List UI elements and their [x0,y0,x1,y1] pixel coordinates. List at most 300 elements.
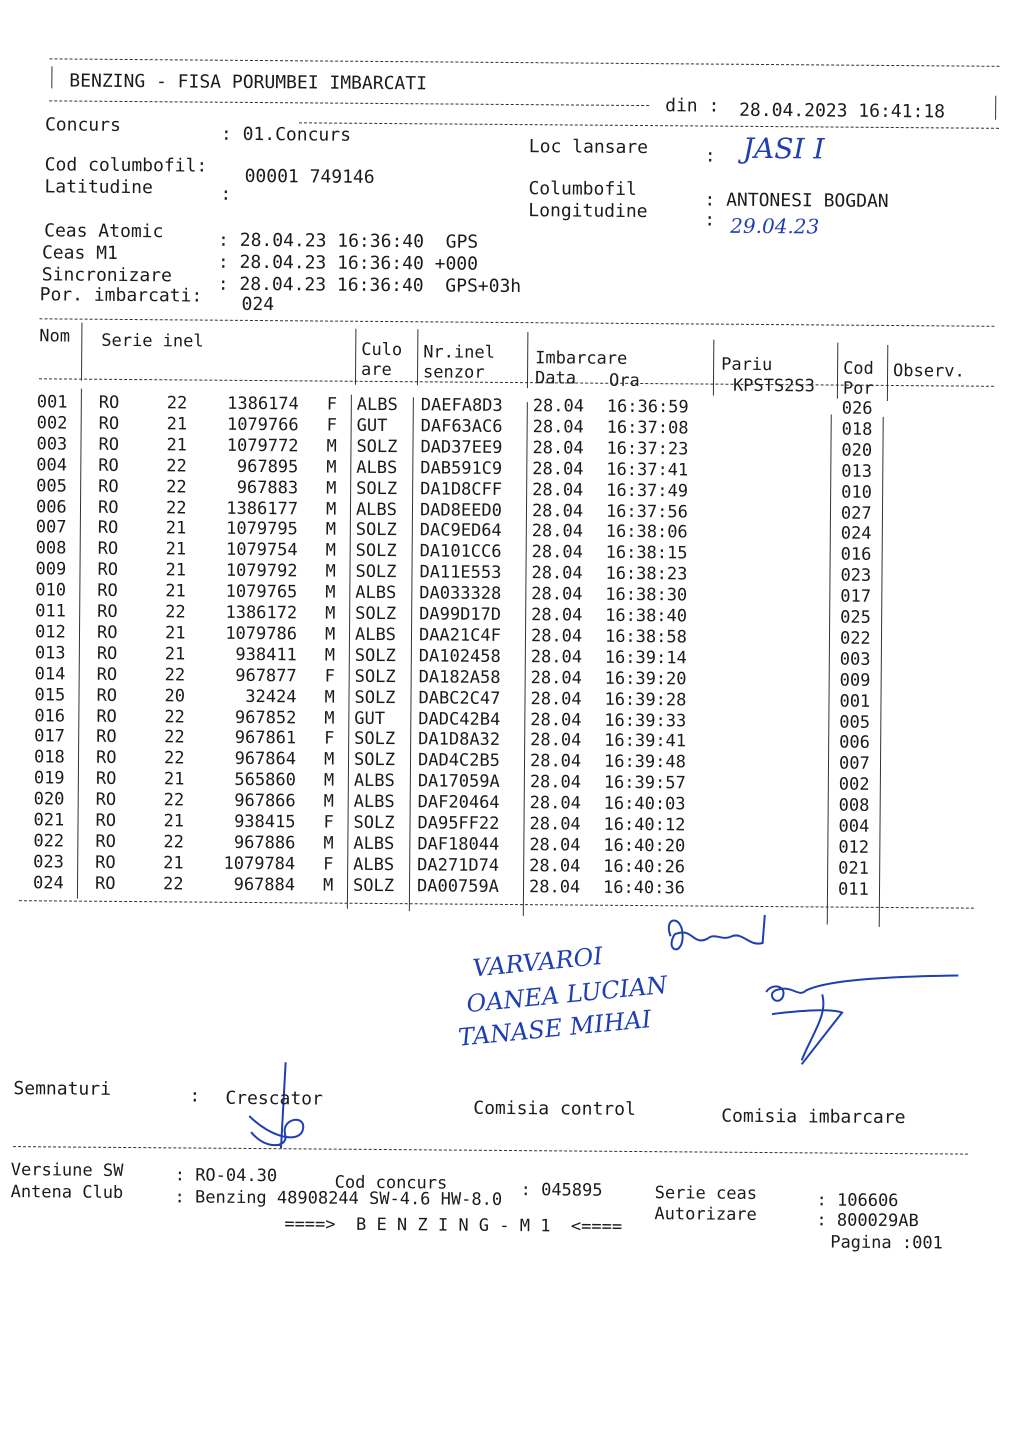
row-time: 16:38:30 [605,584,688,606]
row-time: 16:40:03 [603,793,686,815]
row-cod-por: 008 [838,795,870,816]
row-sex: M [323,791,335,812]
row-cod-por: 010 [841,482,872,503]
row-time: 16:36:59 [606,396,689,418]
row-year: 22 [164,706,185,727]
row-date: 28.04 [532,396,585,417]
row-date: 28.04 [532,437,584,459]
row-time: 16:39:57 [603,772,686,794]
row-sensor-ring: DAF63AC6 [420,416,503,437]
row-color: SOLZ [353,750,396,771]
row-sex: M [324,687,335,708]
por-imbarcati-value: 024 [241,293,275,316]
versiune-label: Versiune SW [10,1160,124,1181]
row-time: 16:38:23 [605,563,688,585]
row-color: SOLZ [355,541,397,562]
antena-value: : Benzing 48908244 SW-4.6 HW-8.0 [174,1187,503,1210]
row-country: RO [98,392,120,413]
divider [417,329,418,385]
divider [527,332,528,388]
crescator-label: Crescator [225,1087,323,1110]
row-nom: 015 [34,684,66,706]
sincronizare-value: : 28.04.23 16:36:40 GPS+03h [217,273,522,298]
row-time: 16:37:08 [606,417,689,439]
row-sensor-ring: DA1D8A32 [418,729,501,751]
row-year: 22 [164,664,186,686]
row-sex: F [324,666,336,687]
col-header-nom: Nom [39,326,71,347]
divider [299,122,999,128]
col-header-data: Data [534,368,577,389]
row-country: RO [96,706,117,727]
date-value: 28.04.2023 16:41:18 [739,99,946,123]
row-date: 28.04 [532,417,584,438]
row-ring-number: 565860 [234,770,296,791]
col-header-pariu-kpsts: KPSTS2S3 [732,375,815,397]
row-country: RO [96,622,118,643]
row-country: RO [97,539,119,560]
row-nom: 003 [36,434,68,455]
row-nom: 011 [35,601,66,622]
row-country: RO [96,643,118,664]
row-color: SOLZ [356,478,398,499]
comisia-imbarcare-label: Comisia imbarcare [721,1105,906,1129]
row-color: SOLZ [355,520,397,541]
row-ring-number: 938411 [235,644,297,666]
row-sensor-ring: DA102458 [418,646,501,667]
row-sex: M [325,540,336,561]
row-year: 22 [166,476,187,498]
row-country: RO [97,518,119,539]
col-header-cod-2: Por [842,378,874,399]
row-color: ALBS [355,582,397,604]
row-color: ALBS [354,624,397,645]
cod-columbofil-label: Cod columbofil: [44,154,208,177]
row-time: 16:40:26 [603,856,686,878]
row-cod-por: 001 [839,691,871,712]
row-time: 16:39:20 [604,668,687,690]
row-sensor-ring: DAA21C4F [418,625,501,646]
row-year: 21 [166,435,188,456]
row-year: 21 [166,414,188,435]
row-sex: F [326,415,337,436]
row-sensor-ring: DA1D8CFF [420,478,503,500]
row-color: SOLZ [355,561,397,583]
row-date: 28.04 [531,521,584,542]
divider [995,96,996,120]
row-sensor-ring: DAEFA8D3 [420,395,503,416]
divider [713,340,714,396]
row-sex: M [326,436,337,457]
row-cod-por: 020 [841,440,873,461]
row-sex: M [325,561,336,582]
cod-concurs-value: : 045895 [520,1180,603,1201]
row-nom: 007 [35,517,67,538]
row-year: 21 [165,539,187,560]
row-date: 28.04 [530,709,582,731]
signatures-colon: : [189,1085,201,1107]
col-header-pariu: Pariu [721,354,773,376]
row-color: SOLZ [354,645,396,666]
row-year: 21 [163,769,185,790]
row-sex: M [323,770,335,791]
sincronizare-label: Sincronizare [41,264,172,287]
footer-divider [13,1146,968,1155]
row-sex: M [325,582,336,603]
row-ring-number: 967886 [233,832,296,854]
row-nom: 006 [35,496,67,518]
row-sensor-ring: DA95FF22 [417,813,500,834]
col-header-serie: Serie inel [101,330,204,352]
table-top-border [39,318,994,327]
row-country: RO [97,497,119,518]
latitudine-label: Latitudine [44,176,153,199]
row-sex: M [326,457,337,478]
col-header-imbarcare: Imbarcare [535,348,628,369]
longitudine-label: Longitudine [528,200,648,223]
row-nom: 002 [36,413,68,434]
row-nom: 010 [35,580,67,601]
row-nom: 018 [33,747,65,768]
row-country: RO [98,434,120,455]
row-country: RO [97,559,119,581]
row-date: 28.04 [530,626,583,647]
row-sensor-ring: DAD37EE9 [420,437,503,458]
ceas-m1-value: : 28.04.23 16:36:40 +000 [217,251,479,275]
col-header-nrinel-2: senzor [422,362,485,383]
col-header-culoare-1: Culo [361,339,403,361]
benzing-banner: ====> B E N Z I N G - M 1 <==== [284,1214,623,1237]
row-date: 28.04 [530,688,582,710]
loc-lansare-colon: : [704,145,716,167]
row-date: 28.04 [528,876,581,898]
row-color: SOLZ [356,436,398,457]
row-sensor-ring: DAD4C2B5 [417,750,500,772]
row-sex: F [323,812,334,833]
row-sex: M [322,875,334,896]
row-sensor-ring: DAB591C9 [420,457,503,479]
row-ring-number: 967861 [234,728,297,749]
row-ring-number: 938415 [234,811,296,833]
columbofil-label: Columbofil [528,178,637,200]
serie-ceas-value: : 106606 [816,1190,899,1212]
divider [887,345,888,401]
col-header-ora: Ora [608,370,640,392]
row-sensor-ring: DA271D74 [417,855,500,876]
row-color: GUT [356,415,388,436]
row-ring-number: 1079772 [226,435,299,457]
row-sex: M [325,603,336,624]
row-country: RO [97,601,118,622]
row-date: 28.04 [530,667,582,689]
versiune-value: : RO-04.30 [174,1165,278,1187]
row-nom: 009 [35,559,67,580]
row-sex: M [324,708,335,729]
row-color: ALBS [353,770,395,792]
ceas-atomic-label: Ceas Atomic [44,220,164,243]
row-date: 28.04 [531,584,583,605]
divider [50,58,1000,66]
row-time: 16:39:33 [604,710,687,731]
row-year: 22 [162,873,184,895]
row-nom: 005 [36,475,67,497]
row-time: 16:37:56 [605,501,688,522]
row-sex: M [325,519,337,541]
row-year: 20 [164,685,186,707]
serie-ceas-label: Serie ceas [654,1183,758,1204]
row-nom: 017 [34,726,65,747]
row-country: RO [95,768,117,790]
row-sex: M [325,499,337,520]
row-nom: 012 [34,622,66,643]
latitudine-colon: : [220,183,232,205]
signature-scribble [762,964,973,1076]
row-sensor-ring: DA182A58 [418,666,501,688]
row-sensor-ring: DA11E553 [419,562,502,584]
row-date: 28.04 [530,730,582,751]
row-cod-por: 006 [839,732,870,754]
row-color: ALBS [353,854,395,875]
row-cod-por: 021 [838,858,869,879]
row-ring-number: 1079754 [225,540,298,561]
longitudine-colon: : [704,209,716,231]
row-country: RO [95,852,116,873]
row-sex: F [324,728,335,750]
row-sex: M [324,624,336,645]
row-year: 22 [165,497,187,518]
row-date: 28.04 [529,814,581,835]
row-country: RO [98,455,119,476]
cod-columbofil-value: 00001 749146 [244,165,375,188]
row-color: ALBS [353,833,395,854]
row-year: 22 [166,455,187,477]
row-color: SOLZ [355,603,397,625]
row-date: 28.04 [529,835,581,856]
ceas-atomic-value: : 28.04.23 16:36:40 GPS [218,229,479,253]
row-sex: F [323,854,334,875]
row-year: 22 [166,393,188,414]
row-sensor-ring: DA033328 [419,583,502,605]
row-cod-por: 002 [838,774,870,796]
row-cod-por: 027 [840,503,872,524]
row-ring-number: 1079792 [225,560,298,582]
row-ring-number: 1079784 [223,853,296,875]
row-date: 28.04 [532,479,584,501]
autorizare-value: : 800029AB [816,1210,919,1232]
row-country: RO [94,873,116,894]
row-sex: F [326,394,338,415]
ceas-m1-label: Ceas M1 [41,242,118,264]
row-country: RO [95,789,117,811]
row-time: 16:38:58 [604,626,687,648]
row-country: RO [98,476,119,497]
row-color: SOLZ [354,666,396,687]
row-nom: 019 [33,768,65,789]
row-color: ALBS [355,499,398,520]
row-color: SOLZ [354,729,396,750]
col-header-culoare-2: are [361,359,392,381]
row-year: 22 [163,748,185,769]
row-cod-por: 011 [837,879,869,900]
row-time: 16:40:20 [603,835,686,857]
page-number: Pagina :001 [830,1232,943,1254]
row-time: 16:40:36 [602,877,685,899]
row-ring-number: 1079766 [226,414,299,436]
row-ring-number: 967877 [235,665,297,687]
row-ring-number: 1386174 [227,393,299,415]
row-year: 21 [165,560,187,581]
row-ring-number: 32424 [245,686,297,707]
row-nom: 001 [36,392,68,413]
row-color: ALBS [356,457,398,478]
row-cod-por: 012 [838,837,870,858]
divider [49,100,649,106]
row-year: 21 [164,644,186,665]
row-ring-number: 1079795 [226,519,298,540]
row-time: 16:38:40 [605,605,688,627]
row-sensor-ring: DA99D17D [419,604,502,625]
row-year: 21 [164,623,186,644]
row-nom: 008 [35,538,67,559]
row-time: 16:40:12 [603,814,686,836]
row-nom: 021 [33,810,65,831]
page-title: BENZING - FISA PORUMBEI IMBARCATI [69,70,428,95]
row-nom: 014 [34,663,66,685]
row-nom: 004 [36,454,68,476]
row-cod-por: 003 [839,649,871,670]
row-sensor-ring: DAD8EED0 [419,499,502,521]
handwritten-name-3: TANASE MIHAI [457,1005,653,1052]
row-time: 16:39:14 [604,647,687,669]
row-cod-por: 004 [838,816,870,837]
row-cod-por: 023 [840,565,872,587]
row-ring-number: 967852 [234,707,297,728]
table-bottom-border [19,900,974,909]
row-cod-por: 009 [839,670,871,691]
row-nom: 022 [33,831,65,852]
row-time: 16:37:49 [606,480,689,501]
signatures-label: Semnaturi [13,1078,112,1100]
row-ring-number: 967864 [234,749,297,770]
row-time: 16:37:41 [606,459,689,481]
concurs-value: : 01.Concurs [220,123,352,146]
col-header-observ: Observ. [893,361,965,382]
row-time: 16:39:28 [604,689,687,710]
col-header-nrinel-1: Nr.inel [423,342,495,363]
row-cod-por: 007 [838,753,870,775]
comisia-control-label: Comisia control [473,1097,636,1121]
row-date: 28.04 [531,542,583,563]
loc-lansare-handwritten: JASI I [742,131,825,166]
loc-lansare-label: Loc lansare [528,136,649,159]
divider [355,329,356,385]
divider [81,323,82,381]
row-ring-number: 1386172 [225,602,298,624]
row-year: 22 [164,727,185,748]
row-date: 28.04 [531,500,584,522]
row-year: 21 [165,581,186,602]
row-sensor-ring: DA101CC6 [419,541,502,563]
signature-scribble [652,906,782,967]
row-color: SOLZ [354,687,396,708]
row-cod-por: 018 [841,419,873,440]
row-country: RO [96,685,118,706]
row-sensor-ring: DADC42B4 [418,708,501,730]
row-ring-number: 967866 [234,790,296,812]
row-year: 21 [163,853,184,874]
row-country: RO [97,580,118,602]
row-color: GUT [354,708,386,729]
row-time: 16:38:06 [605,522,688,543]
row-nom: 016 [34,705,66,727]
row-ring-number: 967883 [236,477,299,498]
row-year: 21 [165,518,187,539]
columbofil-value: : ANTONESI BOGDAN [704,189,889,212]
row-sensor-ring: DA17059A [417,771,500,793]
row-nom: 023 [33,852,65,873]
row-date: 28.04 [529,855,581,877]
row-cod-por: 024 [840,523,872,545]
row-date: 28.04 [530,646,583,668]
row-country: RO [98,413,120,434]
row-color: SOLZ [353,812,395,834]
row-color: SOLZ [352,875,395,896]
divider [837,343,838,399]
row-time: 16:39:41 [604,731,687,752]
row-sensor-ring: DABC2C47 [418,687,501,709]
row-cod-por: 013 [841,461,873,482]
row-date: 28.04 [532,458,584,480]
row-sensor-ring: DAF20464 [417,792,500,814]
handwritten-name-2: OANEA LUCIAN [465,970,669,1019]
row-cod-por: 025 [840,607,871,628]
col-header-cod-1: Cod [843,358,874,379]
row-ring-number: 967895 [236,456,299,478]
row-cod-por: 017 [840,586,872,607]
row-date: 28.04 [529,772,582,793]
row-time: 16:38:15 [605,543,688,564]
row-sex: M [326,478,337,499]
por-imbarcati-label: Por. imbarcati: [39,284,203,307]
row-year: 22 [165,602,186,623]
row-cod-por: 016 [840,544,872,566]
row-nom: 013 [34,643,66,664]
row-sex: M [323,749,335,770]
row-time: 16:39:48 [603,752,686,773]
row-year: 22 [163,790,185,811]
date-label: din : [665,95,720,117]
row-ring-number: 967884 [233,874,296,896]
concurs-label: Concurs [44,114,121,136]
row-year: 21 [163,811,185,832]
row-nom: 024 [32,872,64,894]
row-ring-number: 1386177 [226,498,299,519]
autorizare-label: Autorizare [654,1204,757,1225]
row-cod-por: 026 [841,398,873,419]
row-time: 16:37:23 [606,438,689,460]
row-sensor-ring: DAC9ED64 [419,520,502,542]
row-ring-number: 1079786 [225,623,298,645]
row-country: RO [96,727,117,748]
row-year: 22 [163,832,184,853]
row-nom: 020 [33,789,65,810]
row-country: RO [95,810,117,831]
row-country: RO [96,664,118,685]
row-sex: M [323,833,334,854]
longitudine-handwritten-date: 29.04.23 [730,213,820,239]
row-sex: M [324,645,336,666]
row-cod-por: 022 [839,628,871,649]
